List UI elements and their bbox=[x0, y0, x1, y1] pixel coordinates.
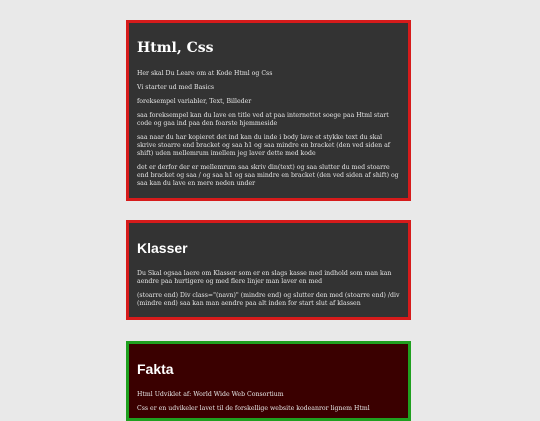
section-paragraph: Html Udviklet af: World Wide Web Consortium bbox=[137, 391, 284, 398]
section-paragraph: Vi starter ud med Basics bbox=[137, 84, 215, 91]
section-paragraph: det er derfor der er mellemrum saa skriv din(text) og saa slutter du med stoarre end bracket og saa / og saa h1 og saa mindre en bracket (den ved siden af shift) og saa kan du lave en mere neden under bbox=[137, 164, 399, 187]
section-paragraph: saa naar du har kopieret det ind kan du inde i body lave et stykke text du skal skrive stoarre end bracket og saa h1 og saa mindre en bracket (den ved siden af shift) uden mellemrum imellem jeg laver dette med kode bbox=[137, 134, 391, 157]
section-title: Html, Css bbox=[137, 40, 214, 56]
section-html-css bbox=[126, 20, 411, 201]
section-paragraph: foreksempel variabler, Text, Billeder bbox=[137, 98, 252, 105]
section-title: Fakta bbox=[137, 361, 174, 377]
section-fakta bbox=[126, 341, 411, 421]
section-paragraph: (stoarre end) Div class="(navn)" (mindre end) og slutter den med (stoarre end) /div (mindre end) saa kan man aendre paa alt inden for start slut af klassen bbox=[137, 292, 400, 307]
section-paragraph: Du Skal ogsaa laere om Klasser som er en slags kasse med indhold som man kan aendre paa hurtigere og med flere linjer man laver en med bbox=[137, 270, 392, 285]
section-klasser bbox=[126, 220, 411, 320]
section-paragraph: Her skal Du Leare om at Kode Html og Css bbox=[137, 70, 273, 77]
section-paragraph: Css er en udvikeler lavet til de forskellige website kodeanror lignem Html bbox=[137, 405, 370, 412]
section-title: Klasser bbox=[137, 240, 188, 256]
section-paragraph: saa foreksempel kan du lave en title ved at paa internettet soege paa Html start code og gaa ind paa den foarste hjemmeside bbox=[137, 112, 389, 127]
